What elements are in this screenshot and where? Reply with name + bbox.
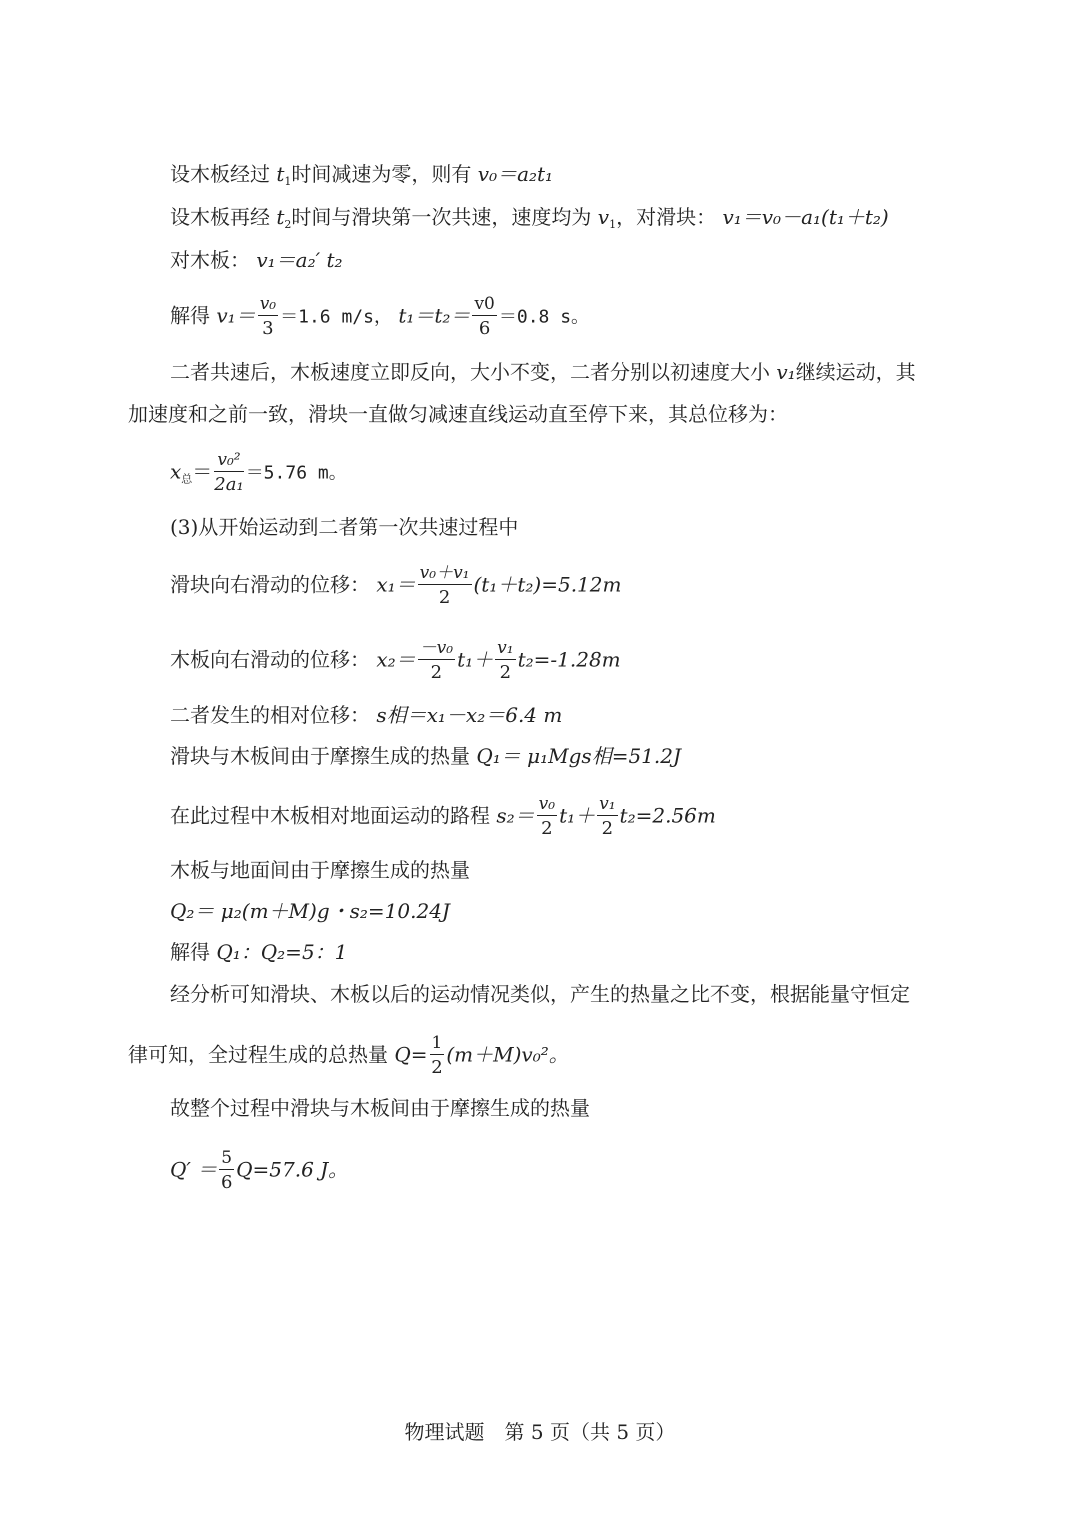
line-20: Q′ ＝ $\frac{5}{6}$ Q=57.6 J。	[170, 1148, 349, 1193]
line-3: 对木板： v₁＝a₂′ t₂	[170, 248, 343, 272]
line-11: 二者发生的相对位移： s相＝x₁－x₂＝6.4 m	[170, 703, 563, 727]
line-15: Q₂＝ μ₂(m＋M)g・s₂=10.24J	[170, 899, 450, 923]
line-17: 经分析可知滑块、木板以后的运动情况类似，产生的热量之比不变，根据能量守恒定	[170, 982, 910, 1006]
line-18: 律可知，全过程生成的总热量 Q= $\frac{1}{2}$ (m＋M)v₀²。	[128, 1033, 569, 1078]
fraction: $\frac{\text{v₀＋v₁}}{2}$	[419, 563, 470, 608]
line-16: 解得 Q₁：Q₂=5：1	[170, 940, 348, 964]
line-12: 滑块与木板间由于摩擦生成的热量 Q₁＝ μ₁Mgs相=51.2J	[170, 744, 681, 768]
line-13: 在此过程中木板相对地面运动的路程 s₂＝ $\frac{\text{v₀}}{2}$ t₁＋ $\frac{\text{v₁}}{2}$ t₂=2.56m	[170, 794, 716, 839]
line-4: 解得 v₁＝ $\frac{\text{v₀}}{3}$ ＝1.6 m/s， t₁＝t₂＝ $\frac{v0}{6}$ ＝0.8 s。	[170, 294, 590, 339]
line-2: 设木板再经 $t_2$时间与滑块第一次共速，速度均为 $v_1$，对滑块： v₁＝v₀－a₁(t₁＋t₂)	[170, 205, 889, 231]
line-7: $x_总=$ $\frac{\text{v₀²}}{\text{2a₁}}$ ＝5.76 m。	[170, 450, 347, 495]
fraction: $\frac{5}{6}$	[220, 1148, 233, 1193]
fraction: $\frac{\text{v₀}}{3}$	[259, 294, 277, 339]
line-9: 滑块向右滑动的位移： x₁＝ $\frac{\text{v₀＋v₁}}{2}$ (t₁＋t₂)=5.12m	[170, 563, 622, 608]
line-14: 木板与地面间由于摩擦生成的热量	[170, 858, 470, 882]
fraction: $\frac{\text{－v₀}}{2}$	[419, 638, 454, 683]
fraction: $\frac{\text{v₀²}}{\text{2a₁}}$	[214, 450, 244, 495]
line-8: (3)从开始运动到二者第一次共速过程中	[170, 515, 519, 539]
line-1: 设木板经过 $t_1$时间减速为零，则有 v₀＝a₂t₁	[170, 162, 554, 188]
line-19: 故整个过程中滑块与木板间由于摩擦生成的热量	[170, 1096, 590, 1120]
line-10: 木板向右滑动的位移： x₂＝ $\frac{\text{－v₀}}{2}$ t₁＋ $\frac{\text{v₁}}{2}$ t₂=-1.28m	[170, 638, 621, 683]
line-6: 加速度和之前一致，滑块一直做匀减速直线运动直至停下来，其总位移为：	[128, 402, 788, 426]
fraction: $\frac{1}{2}$	[431, 1033, 443, 1078]
page-footer: 物理试题 第 5 页（共 5 页）	[404, 1420, 676, 1444]
line-5: 二者共速后，木板速度立即反向，大小不变，二者分别以初速度大小 v₁继续运动，其	[170, 360, 916, 384]
fraction: $\frac{v0}{6}$	[474, 294, 495, 339]
fraction: $\frac{\text{v₀}}{2}$	[538, 794, 556, 839]
fraction: $\frac{\text{v₁}}{2}$	[599, 794, 616, 839]
fraction: $\frac{\text{v₁}}{2}$	[497, 638, 514, 683]
